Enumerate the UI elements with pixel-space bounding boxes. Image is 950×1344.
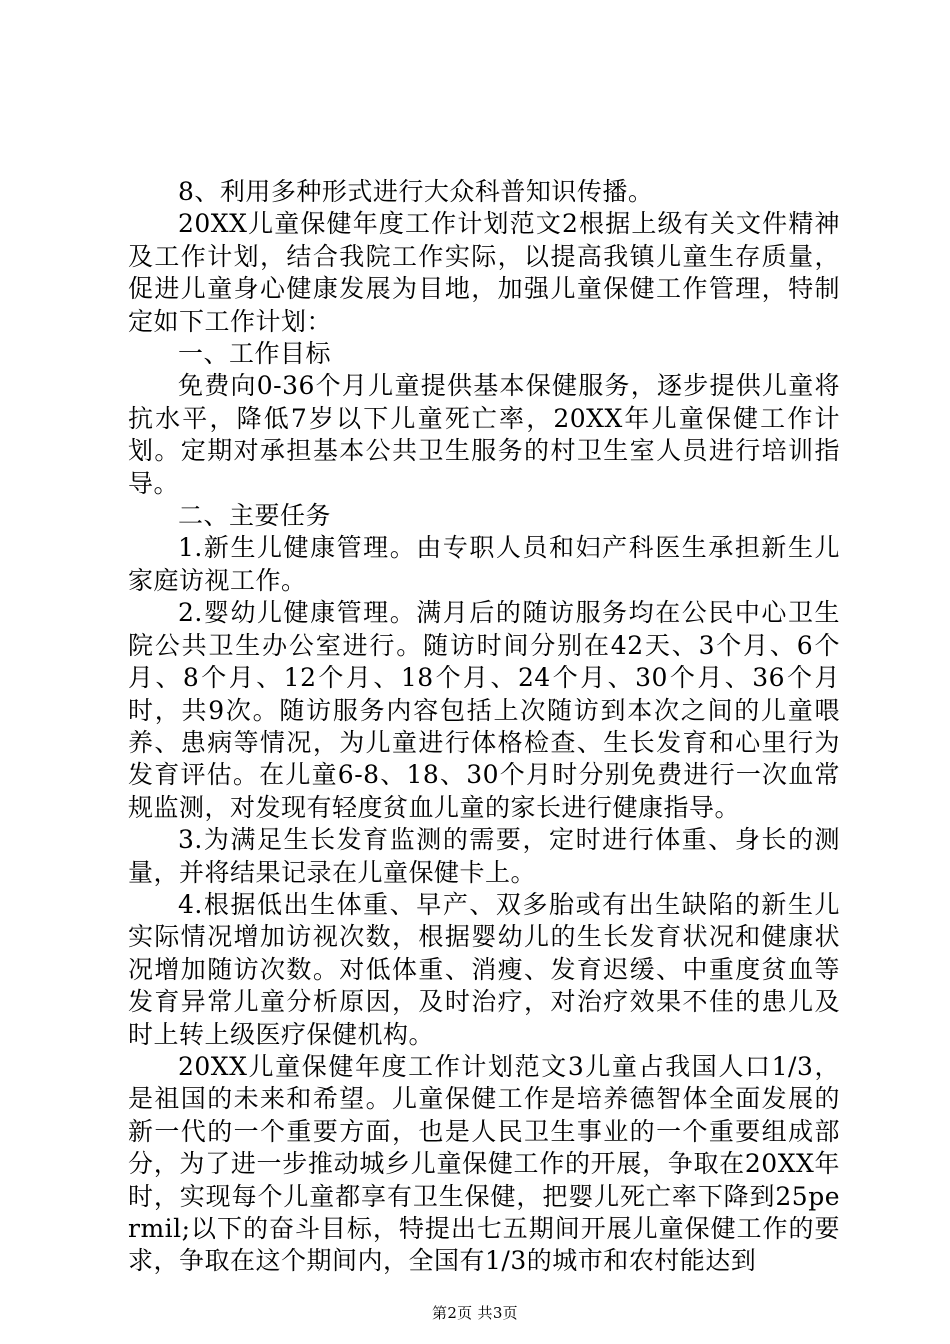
paragraph-plan-2-intro: 20XX儿童保健年度工作计划范文2根据上级有关文件精神及工作计划，结合我院工作实际，以提高我镇儿童生存质量，促进儿童身心健康发展为目地，加强儿童保健工作管理，特制定如下工作计划：: [128, 209, 840, 336]
paragraph-goals: 免费向0-36个月儿童提供基本保健服务，逐步提供儿童将抗水平，降低7岁以下儿童死亡率，20XX年儿童保健工作计划。定期对承担基本公共卫生服务的村卫生室人员进行培训指导。: [128, 371, 840, 498]
paragraph-item-8: 8、利用多种形式进行大众科普知识传播。: [178, 177, 654, 206]
paragraph-task-4: 4.根据低出生体重、早产、双多胎或有出生缺陷的新生儿实际情况增加访视次数，根据婴幼儿的生长发育状况和健康状况增加随访次数。对低体重、消瘦、发育迟缓、中重度贫血等发育异常儿童分析原因，及时治疗，对治疗效果不佳的患儿及时上转上级医疗保健机构。: [128, 889, 840, 1049]
paragraph-task-1: 1.新生儿健康管理。由专职人员和妇产科医生承担新生儿家庭访视工作。: [128, 533, 840, 595]
section-heading-goals: 一、工作目标: [178, 339, 332, 369]
page-footer: 第2页 共3页: [432, 1304, 518, 1322]
section-heading-tasks: 二、主要任务: [178, 501, 332, 531]
paragraph-plan-3-intro: 20XX儿童保健年度工作计划范文3儿童占我国人口1/3，是祖国的未来和希望。儿童保健工作是培养德智体全面发展的新一代的一个重要方面，也是人民卫生事业的一个重要组成部分，为了进一步推动城乡儿童保健工作的开展，争取在20XX年时，实现每个儿童都享有卫生保健，把婴儿死亡率下降到25permil;以下的奋斗目标，特提出七五期间开展儿童保健工作的要求，争取在这个期间内，全国有1/3的城市和农村能达到: [128, 1051, 840, 1276]
document-body: [128, 176, 840, 1278]
paragraph-task-3: 3.为满足生长发育监测的需要，定时进行体重、身长的测量，并将结果记录在儿童保健卡上。: [128, 825, 840, 887]
paragraph-task-2: 2.婴幼儿健康管理。满月后的随访服务均在公民中心卫生院公共卫生办公室进行。随访时间分别在42天、3个月、6个月、8个月、12个月、18个月、24个月、30个月、36个月时，共9次。随访服务内容包括上次随访到本次之间的儿童喂养、患病等情况，为儿童进行体格检查、生长发育和心里行为发育评估。在儿童6-8、18、30个月时分别免费进行一次血常规监测，对发现有轻度贫血儿童的家长进行健康指导。: [128, 598, 840, 822]
